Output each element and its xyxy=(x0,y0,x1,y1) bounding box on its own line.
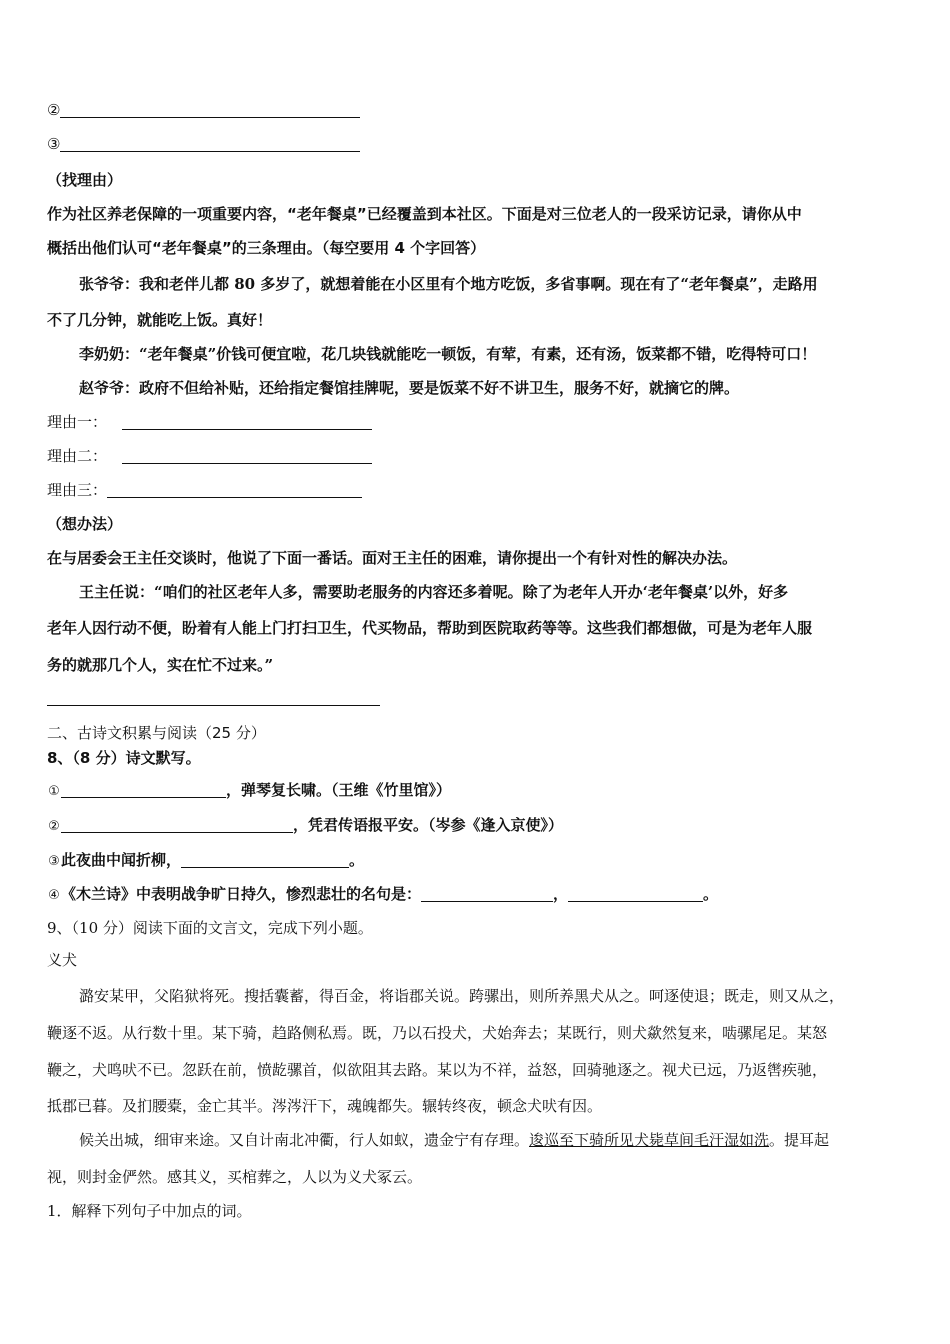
answer-blank[interactable] xyxy=(122,413,372,430)
idea-instruction: 在与居委会王主任交谈时，他说了下面一番话。面对王主任的困难，请你提出一个有针对性的解决办法。 xyxy=(47,549,738,567)
reason-label: 理由一： xyxy=(47,413,108,431)
answer-blank[interactable] xyxy=(60,101,360,118)
find-reason-instruction-1: 作为社区养老保障的一项重要内容，“老年餐桌”已经覆盖到本社区。下面是对三位老人的一段采访记录，请你从中 xyxy=(47,205,802,223)
passage-p1-1: 潞安某甲，父陷狱将死。搜括囊蓄，得百金，将诣郡关说。跨骡出，则所养黑犬从之。呵逐使退；既走，则又从之， xyxy=(79,987,845,1005)
sub-question-1: 1．解释下列句子中加点的词。 xyxy=(47,1202,252,1220)
reason-label: 理由三： xyxy=(47,481,108,499)
item-sep: ， xyxy=(553,885,569,903)
answer-blank[interactable] xyxy=(568,885,703,902)
item-text: 《木兰诗》中表明战争旷日持久，惨烈悲壮的名句是： xyxy=(61,885,422,903)
answer-blank[interactable] xyxy=(122,447,372,464)
find-reason-heading: （找理由） xyxy=(47,171,123,189)
passage-p1-3: 鞭之，犬鸣吠不已。忽跃在前，愤龁骡首，似欲阻其去路。某以为不祥，益怒，回骑驰逐之。视犬已远，乃返辔疾驰， xyxy=(47,1061,828,1079)
passage-p2-1 xyxy=(79,1130,910,1150)
answer-line-3 xyxy=(47,134,910,154)
reason-line-1 xyxy=(47,412,910,432)
reason-line-2 xyxy=(47,446,910,466)
item-end: 。 xyxy=(703,885,719,903)
item-mark: ③ xyxy=(47,135,61,153)
answer-blank[interactable] xyxy=(61,816,293,833)
answer-rule[interactable] xyxy=(47,705,380,706)
interview-zhang-2: 不了几分钟，就能吃上饭。真好！ xyxy=(47,311,273,329)
answer-blank[interactable] xyxy=(181,851,349,868)
underlined-sentence: 逡巡至下骑所见犬毙草间毛汗湿如洗 xyxy=(529,1131,770,1149)
section-2-heading: 二、古诗文积累与阅读（25 分） xyxy=(47,724,266,742)
answer-line-2 xyxy=(47,100,910,120)
interview-zhang-1: 张爷爷：我和老伴儿都 80 多岁了，就想着能在小区里有个地方吃饭，多省事啊。现在有了“老年餐桌”，走路用 xyxy=(79,275,818,293)
item-end: 。 xyxy=(349,851,365,869)
question-9: 9、（10 分）阅读下面的文言文，完成下列小题。 xyxy=(47,919,373,937)
passage-p1-2: 鞭逐不返。从行数十里。某下骑，趋路侧私焉。既，乃以石投犬，犬始奔去；某既行，则犬歘然复来，啮骡尾足。某怒 xyxy=(47,1024,828,1042)
wang-speech-3: 务的就那几个人，实在忙不过来。” xyxy=(47,656,274,674)
passage-text: 候关出城，细审来途。又自计南北冲衢，行人如蚁，遗金宁有存理。 xyxy=(79,1131,530,1149)
item-mark: ③ xyxy=(48,854,60,869)
item-mark: ② xyxy=(48,819,60,834)
answer-blank[interactable] xyxy=(421,885,553,902)
passage-text: 。提耳起 xyxy=(769,1131,830,1149)
idea-heading: （想办法） xyxy=(47,515,123,533)
q8-item-2 xyxy=(47,815,910,837)
q8-item-1 xyxy=(47,780,910,802)
q8-item-4 xyxy=(47,884,910,906)
answer-blank[interactable] xyxy=(107,481,362,498)
item-text: ，弹琴复长啸。（王维《竹里馆》） xyxy=(226,781,452,799)
find-reason-instruction-2: 概括出他们认可“老年餐桌”的三条理由。（每空要用 4 个字回答） xyxy=(47,239,486,257)
wang-speech-1: 王主任说：“咱们的社区老年人多，需要助老服务的内容还多着呢。除了为老年人开办‘老年餐桌’以外，好多 xyxy=(79,583,789,601)
item-mark: ① xyxy=(48,784,60,799)
interview-zhao: 赵爷爷：政府不但给补贴，还给指定餐馆挂牌呢，要是饭菜不好不讲卫生，服务不好，就摘它的牌。 xyxy=(79,379,740,397)
passage-title: 义犬 xyxy=(47,951,78,969)
wang-speech-2: 老年人因行动不便，盼着有人能上门打扫卫生，代买物品，帮助到医院取药等等。这些我们都想做，可是为老年人服 xyxy=(47,619,813,637)
answer-blank[interactable] xyxy=(60,135,360,152)
question-8: 8、（8 分）诗文默写。 xyxy=(47,749,201,767)
item-text: ，凭君传语报平安。（岑参《逢入京使》） xyxy=(293,816,564,834)
item-text: 此夜曲中闻折柳， xyxy=(61,851,182,869)
reason-line-3 xyxy=(47,480,910,500)
answer-blank[interactable] xyxy=(61,781,226,798)
passage-p2-2: 视，则封金俨然。感其义，买棺葬之，人以为义犬冢云。 xyxy=(47,1168,423,1186)
passage-p1-4: 抵郡已暮。及扪腰橐，金亡其半。涔涔汗下，魂魄都失。辗转终夜，顿念犬吠有因。 xyxy=(47,1097,603,1115)
reason-label: 理由二： xyxy=(47,447,108,465)
item-mark: ② xyxy=(47,101,61,119)
q8-item-3 xyxy=(47,850,910,872)
interview-li: 李奶奶：“老年餐桌”价钱可便宜啦，花几块钱就能吃一顿饭，有荤，有素，还有汤，饭菜都不错，吃得特可口！ xyxy=(79,345,817,363)
item-mark: ④ xyxy=(48,888,60,903)
